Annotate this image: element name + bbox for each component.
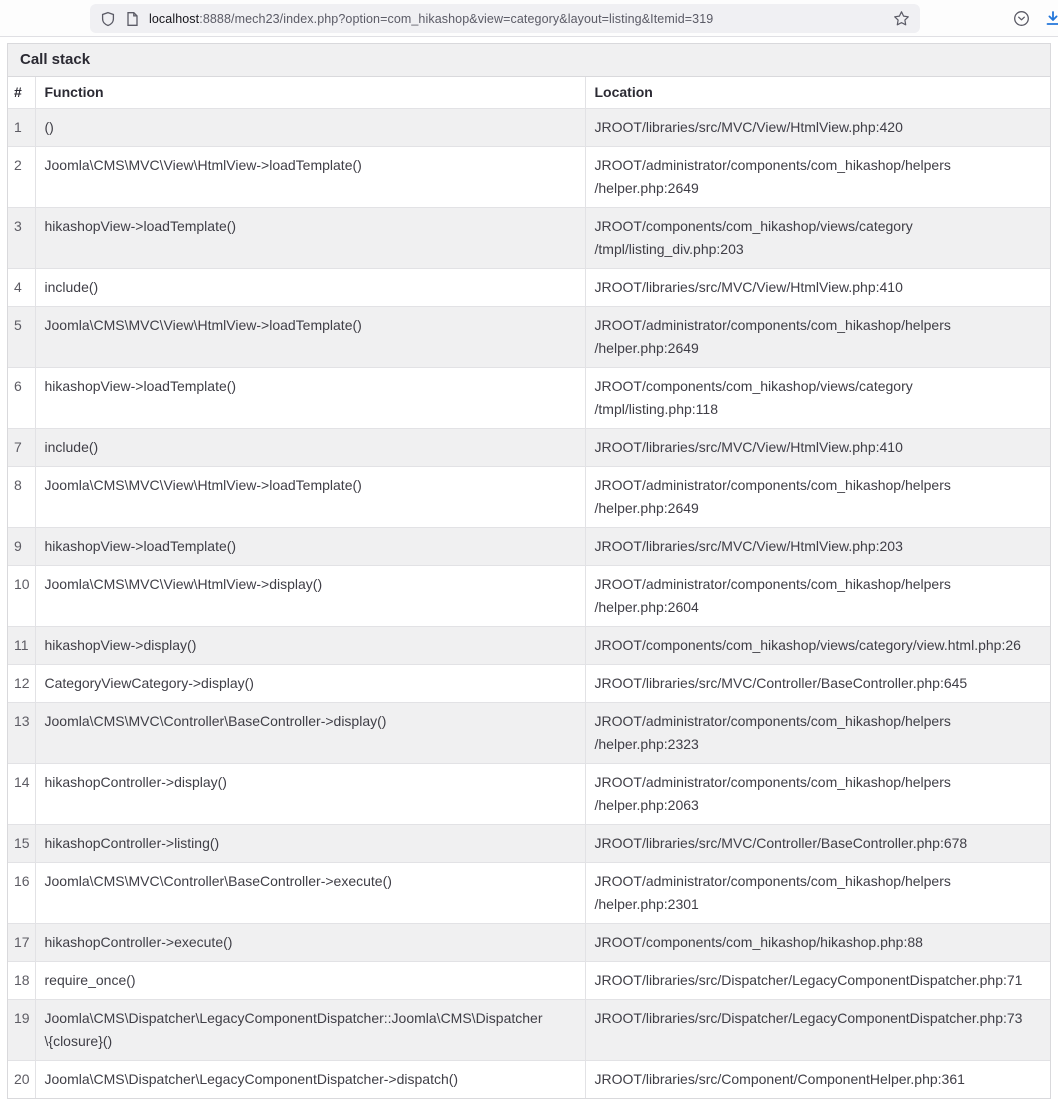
- row-location: JROOT/administrator/components/com_hikashop/helpers /helper.php:2604: [585, 566, 1050, 627]
- call-stack-row: [8, 825, 1050, 863]
- call-stack-row: [8, 467, 1050, 528]
- row-function: hikashopController->listing(): [35, 825, 585, 863]
- row-location: JROOT/libraries/src/MVC/Controller/BaseController.php:645: [585, 665, 1050, 703]
- row-number: 13: [8, 703, 35, 764]
- row-function: include(): [35, 429, 585, 467]
- call-stack-row: [8, 627, 1050, 665]
- row-number: 15: [8, 825, 35, 863]
- row-function: Joomla\CMS\Dispatcher\LegacyComponentDispatcher::Joomla\CMS\Dispatcher \{closure}(): [35, 1000, 585, 1061]
- downloads-icon[interactable]: [1044, 10, 1058, 32]
- row-function: hikashopView->loadTemplate(): [35, 528, 585, 566]
- row-function: CategoryViewCategory->display(): [35, 665, 585, 703]
- call-stack-row: [8, 863, 1050, 924]
- call-stack-row: [8, 368, 1050, 429]
- row-number: 5: [8, 307, 35, 368]
- call-stack-body: [8, 109, 1050, 1099]
- call-stack-row: [8, 1061, 1050, 1099]
- row-location: JROOT/libraries/src/Dispatcher/LegacyComponentDispatcher.php:71: [585, 962, 1050, 1000]
- row-location: JROOT/components/com_hikashop/hikashop.php:88: [585, 924, 1050, 962]
- row-number: 8: [8, 467, 35, 528]
- row-number: 16: [8, 863, 35, 924]
- row-number: 6: [8, 368, 35, 429]
- row-function: Joomla\CMS\MVC\View\HtmlView->display(): [35, 566, 585, 627]
- row-function: Joomla\CMS\MVC\Controller\BaseController->display(): [35, 703, 585, 764]
- row-number: 1: [8, 109, 35, 147]
- url-path: :8888/mech23/index.php?option=com_hikashop&view=category&layout=listing&Itemid=319: [199, 11, 714, 26]
- call-stack-row: [8, 1000, 1050, 1061]
- row-location: JROOT/administrator/components/com_hikashop/helpers /helper.php:2063: [585, 764, 1050, 825]
- row-number: 14: [8, 764, 35, 825]
- row-function: (): [35, 109, 585, 147]
- call-stack-row: [8, 147, 1050, 208]
- row-number: 17: [8, 924, 35, 962]
- row-location: JROOT/libraries/src/Dispatcher/LegacyComponentDispatcher.php:73: [585, 1000, 1050, 1061]
- url-text: [149, 12, 884, 26]
- row-location: JROOT/libraries/src/MVC/View/HtmlView.php:410: [585, 269, 1050, 307]
- call-stack-row: [8, 109, 1050, 147]
- row-location: JROOT/administrator/components/com_hikashop/helpers /helper.php:2649: [585, 147, 1050, 208]
- column-header-location: Location: [585, 77, 1050, 109]
- row-number: 10: [8, 566, 35, 627]
- row-number: 3: [8, 208, 35, 269]
- row-function: Joomla\CMS\MVC\View\HtmlView->loadTemplate(): [35, 307, 585, 368]
- call-stack-row: [8, 962, 1050, 1000]
- row-function: hikashopController->execute(): [35, 924, 585, 962]
- call-stack-row: [8, 528, 1050, 566]
- page-content: [0, 37, 1058, 1099]
- row-function: Joomla\CMS\Dispatcher\LegacyComponentDispatcher->dispatch(): [35, 1061, 585, 1099]
- row-number: 12: [8, 665, 35, 703]
- call-stack-row: [8, 703, 1050, 764]
- row-number: 19: [8, 1000, 35, 1061]
- row-number: 2: [8, 147, 35, 208]
- call-stack-row: [8, 307, 1050, 368]
- browser-toolbar: [0, 0, 1058, 37]
- row-location: JROOT/components/com_hikashop/views/category/view.html.php:26: [585, 627, 1050, 665]
- call-stack-title: Call stack: [8, 44, 1050, 77]
- bookmark-star-icon[interactable]: [893, 10, 910, 27]
- row-location: JROOT/components/com_hikashop/views/category /tmpl/listing.php:118: [585, 368, 1050, 429]
- row-function: Joomla\CMS\MVC\View\HtmlView->loadTemplate(): [35, 147, 585, 208]
- row-number: 7: [8, 429, 35, 467]
- call-stack-row: [8, 269, 1050, 307]
- call-stack-row: [8, 208, 1050, 269]
- page-icon: [125, 11, 140, 27]
- row-location: JROOT/libraries/src/MVC/View/HtmlView.php:203: [585, 528, 1050, 566]
- call-stack-row: [8, 764, 1050, 825]
- row-location: JROOT/components/com_hikashop/views/category /tmpl/listing_div.php:203: [585, 208, 1050, 269]
- row-function: include(): [35, 269, 585, 307]
- row-location: JROOT/libraries/src/MVC/Controller/BaseController.php:678: [585, 825, 1050, 863]
- row-function: hikashopView->loadTemplate(): [35, 368, 585, 429]
- row-location: JROOT/libraries/src/Component/ComponentHelper.php:361: [585, 1061, 1050, 1099]
- call-stack-header-row: [8, 77, 1050, 109]
- row-number: 18: [8, 962, 35, 1000]
- column-header-number: #: [8, 77, 35, 109]
- row-number: 9: [8, 528, 35, 566]
- pocket-icon[interactable]: [1013, 10, 1030, 32]
- row-location: JROOT/administrator/components/com_hikashop/helpers /helper.php:2323: [585, 703, 1050, 764]
- url-host: localhost: [149, 11, 200, 26]
- row-location: JROOT/administrator/components/com_hikashop/helpers /helper.php:2649: [585, 307, 1050, 368]
- row-function: require_once(): [35, 962, 585, 1000]
- call-stack-table: [7, 43, 1051, 1099]
- row-location: JROOT/libraries/src/MVC/View/HtmlView.php:410: [585, 429, 1050, 467]
- row-function: Joomla\CMS\MVC\View\HtmlView->loadTemplate(): [35, 467, 585, 528]
- row-location: JROOT/libraries/src/MVC/View/HtmlView.php:420: [585, 109, 1050, 147]
- row-function: hikashopController->display(): [35, 764, 585, 825]
- row-function: hikashopView->display(): [35, 627, 585, 665]
- row-number: 4: [8, 269, 35, 307]
- url-bar[interactable]: [90, 4, 920, 33]
- call-stack-row: [8, 924, 1050, 962]
- row-function: Joomla\CMS\MVC\Controller\BaseController->execute(): [35, 863, 585, 924]
- shield-icon[interactable]: [100, 11, 116, 27]
- row-function: hikashopView->loadTemplate(): [35, 208, 585, 269]
- row-number: 11: [8, 627, 35, 665]
- row-location: JROOT/administrator/components/com_hikashop/helpers /helper.php:2301: [585, 863, 1050, 924]
- call-stack-row: [8, 566, 1050, 627]
- call-stack-row: [8, 429, 1050, 467]
- call-stack-row: [8, 665, 1050, 703]
- column-header-function: Function: [35, 77, 585, 109]
- row-number: 20: [8, 1061, 35, 1099]
- row-location: JROOT/administrator/components/com_hikashop/helpers /helper.php:2649: [585, 467, 1050, 528]
